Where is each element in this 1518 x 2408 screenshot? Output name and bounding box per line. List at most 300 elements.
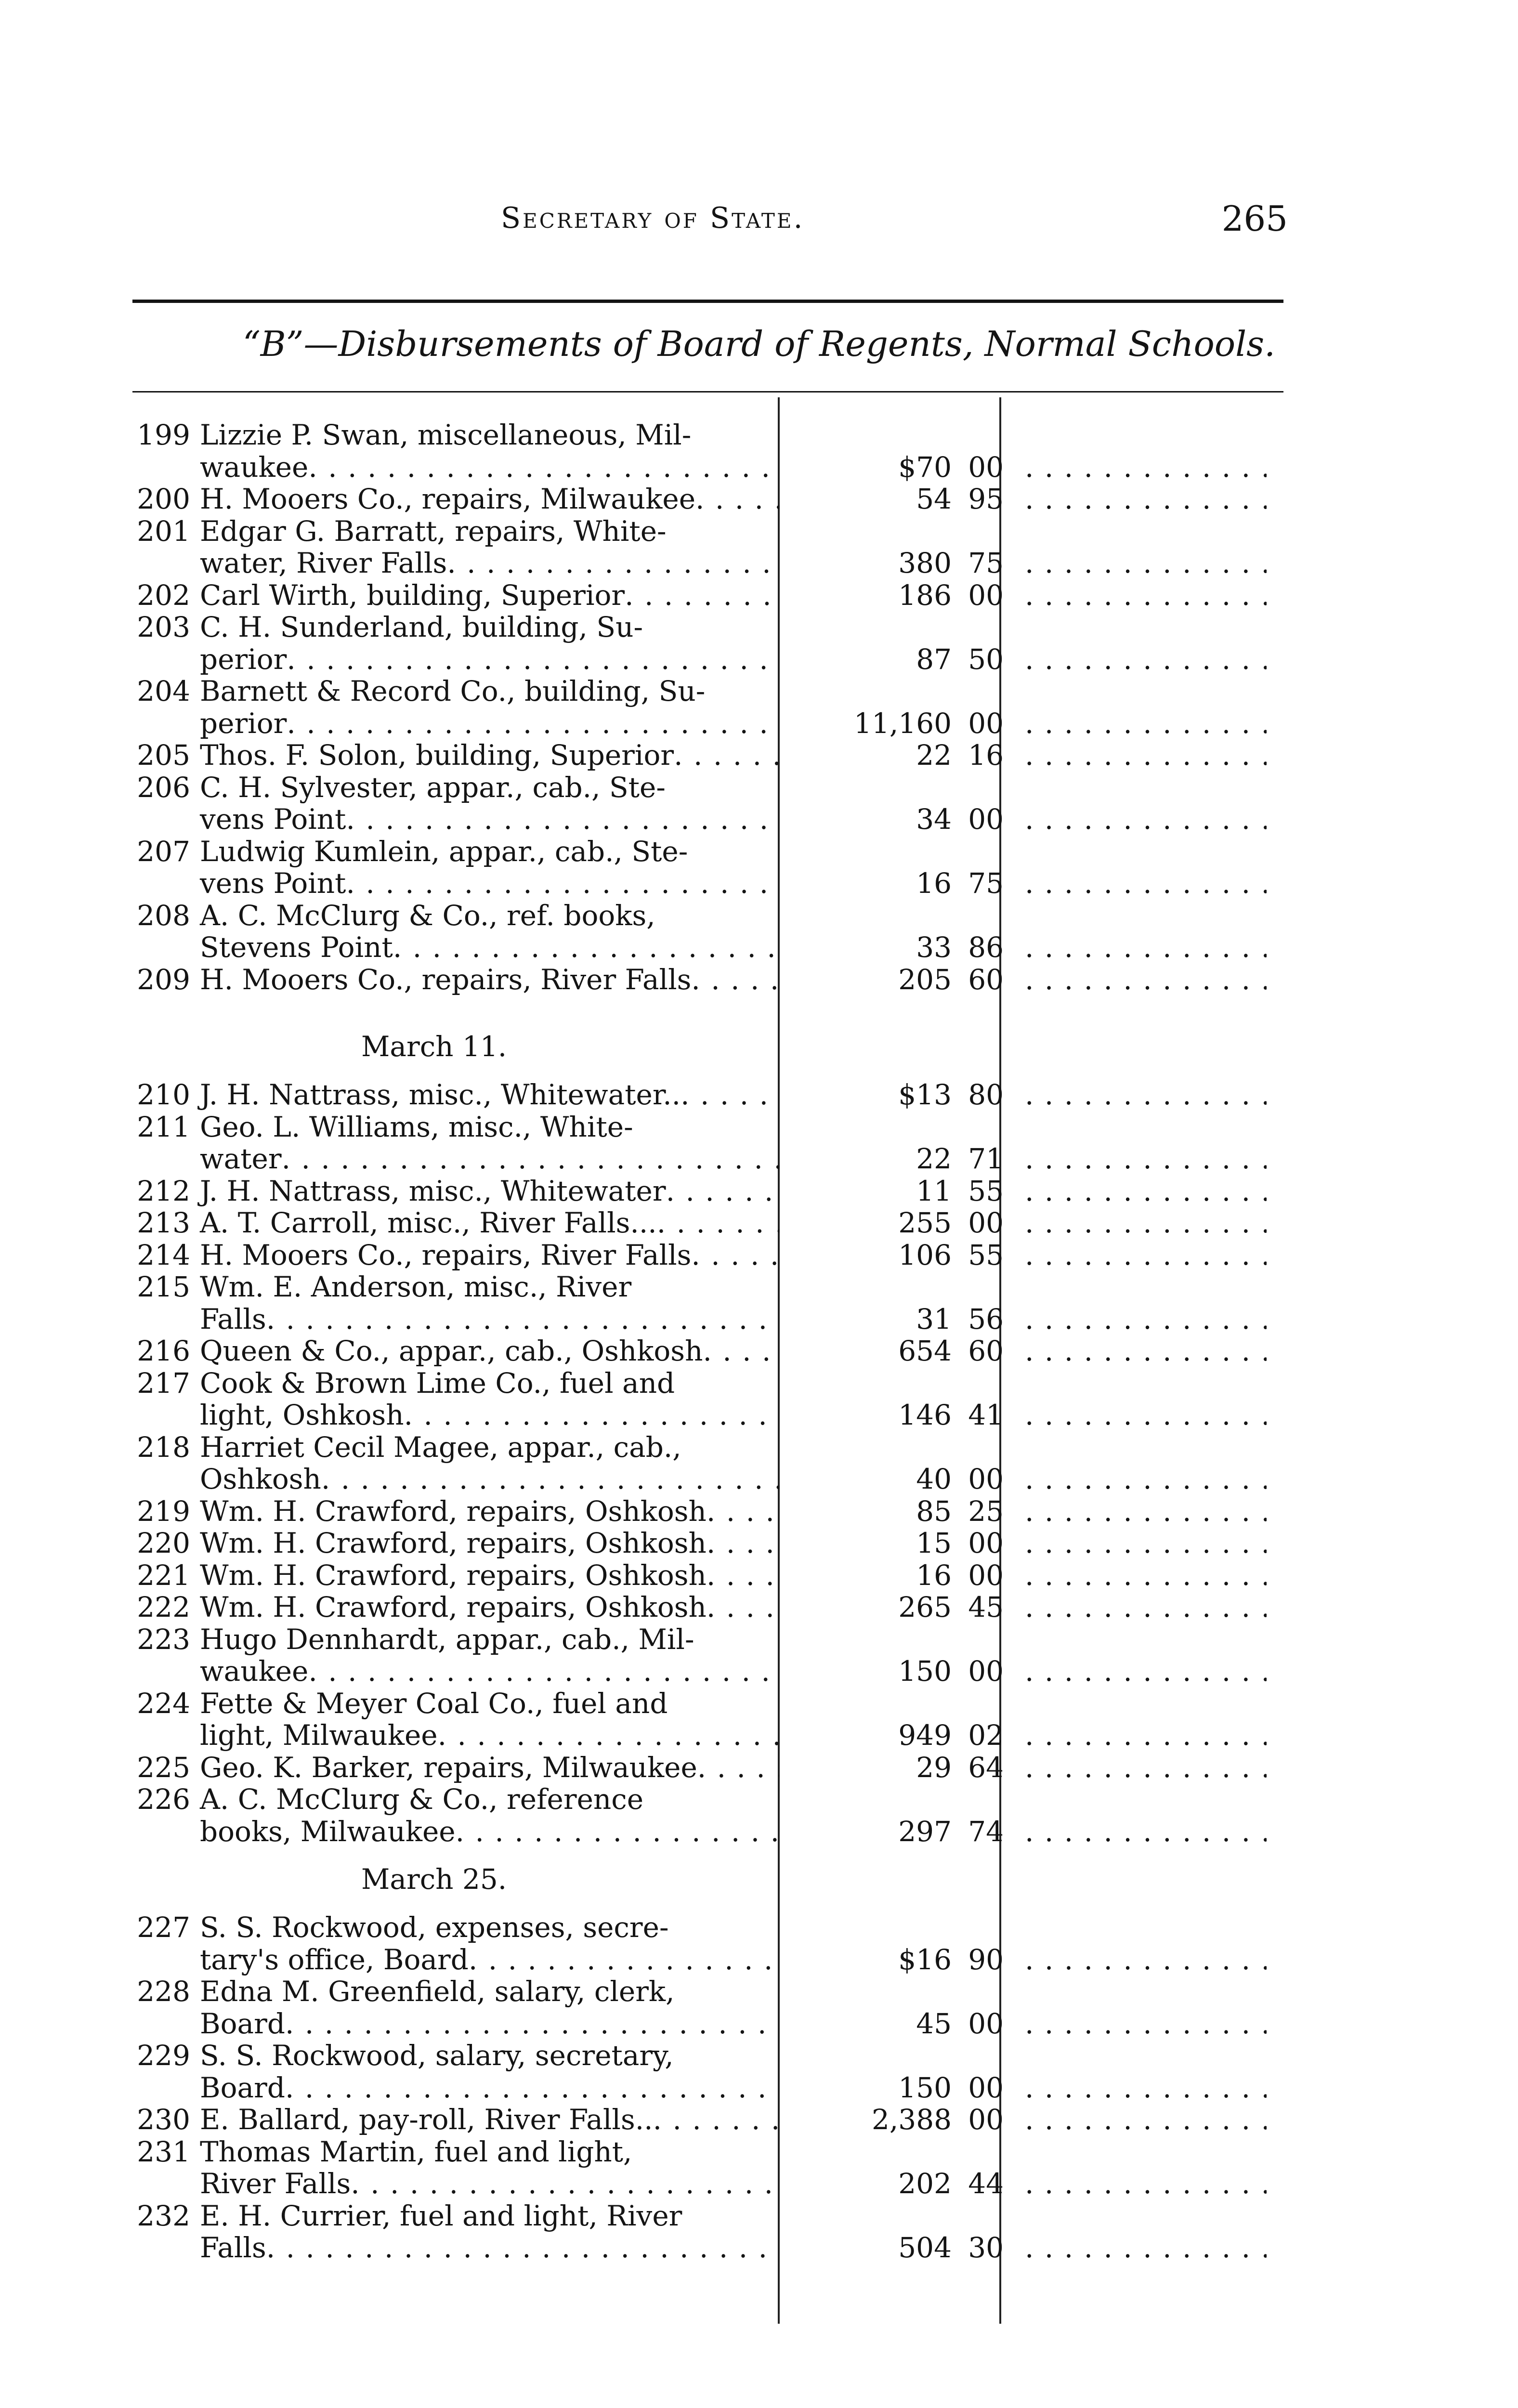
line-indent	[116, 2008, 200, 2040]
amount	[790, 483, 1016, 515]
voucher-number: 216	[137, 1335, 190, 1367]
entry-description	[116, 1079, 790, 1111]
description-text: waukee	[200, 451, 309, 483]
table-row	[116, 483, 1291, 515]
amount	[790, 803, 1016, 836]
entry-description	[116, 1752, 790, 1784]
voucher-number: 230	[137, 2104, 190, 2136]
amount-cents: 64	[968, 1751, 1004, 1784]
amount-cents: 00	[968, 1558, 1004, 1592]
amount	[790, 1752, 1016, 1784]
line-indent	[116, 2168, 200, 2200]
amount-dollars: 22	[916, 1142, 952, 1175]
entry-description	[116, 2104, 790, 2136]
entry-description	[116, 611, 790, 675]
entry-description	[116, 739, 790, 772]
dot-leader	[1025, 2232, 1267, 2264]
amount	[790, 1655, 1016, 1688]
entry-description	[116, 1911, 790, 1976]
amount-cents: 00	[968, 1206, 1004, 1239]
dot-leader	[695, 483, 779, 515]
dot-leader	[1025, 451, 1267, 484]
table-row	[116, 1431, 1291, 1495]
dot-leader	[447, 547, 779, 579]
third-column	[1016, 1591, 1267, 1623]
dot-leader	[1025, 739, 1267, 772]
dot-leader	[1025, 1207, 1267, 1239]
description-text: Wm. H. Crawford, repairs, Oshkosh	[200, 1559, 707, 1591]
dot-leader	[266, 1303, 779, 1335]
entry-description	[116, 1783, 790, 1847]
dot-leader	[1025, 1399, 1267, 1431]
description-line	[116, 579, 779, 612]
description-text: vens Point	[200, 803, 346, 836]
dot-leader	[1025, 1143, 1267, 1175]
line-indent	[116, 1399, 200, 1431]
voucher-number: 202	[137, 579, 190, 611]
dot-leader	[321, 1463, 779, 1495]
entry-description	[116, 1976, 790, 2040]
entry-description	[116, 836, 790, 900]
table-row	[116, 1976, 1291, 2040]
description-line	[116, 1239, 779, 1271]
dot-leader	[707, 1559, 779, 1592]
entry-description	[116, 1111, 790, 1175]
entry-description	[116, 1207, 790, 1239]
dot-leader	[1025, 1527, 1267, 1559]
third-column	[1016, 2072, 1267, 2104]
amount-dollars: 146	[898, 1399, 952, 1431]
description-line	[116, 1783, 779, 1816]
amount	[790, 579, 1016, 612]
description-line	[116, 2136, 779, 2168]
table-row	[116, 1111, 1291, 1175]
dot-leader	[657, 1207, 779, 1239]
entry-description	[116, 1527, 790, 1559]
description-text: Falls	[200, 2232, 266, 2264]
entry-description	[116, 772, 790, 836]
description-text: light, Milwaukee	[200, 1719, 438, 1752]
description-text: A. T. Carroll, misc., River Falls...	[200, 1207, 657, 1239]
amount	[790, 1175, 1016, 1207]
third-column	[1016, 1239, 1267, 1271]
amount-dollars: 265	[898, 1591, 952, 1623]
description-line	[116, 419, 779, 451]
third-column	[1016, 1719, 1267, 1752]
amount-cents: 00	[968, 707, 1004, 740]
description-text: Board	[200, 2071, 285, 2104]
amount-dollars: 202	[898, 2167, 952, 2200]
amount	[790, 2232, 1016, 2264]
table-row	[116, 1335, 1291, 1367]
description-text: Thos. F. Solon, building, Superior	[200, 739, 674, 772]
table-row	[116, 2104, 1291, 2136]
voucher-number: 220	[137, 1527, 190, 1559]
line-indent	[116, 707, 200, 740]
table-row	[116, 611, 1291, 675]
dot-leader	[1025, 707, 1267, 740]
amount	[790, 1463, 1016, 1495]
amount	[790, 547, 1016, 579]
amount-dollars: 504	[898, 2231, 952, 2264]
description-line	[116, 1143, 779, 1175]
amount-cents: 75	[968, 547, 1004, 579]
description-line	[116, 1944, 779, 1976]
table-row	[116, 1367, 1291, 1431]
table-row	[116, 2040, 1291, 2104]
amount-cents: 00	[968, 1527, 1004, 1559]
description-line	[116, 739, 779, 772]
third-column	[1016, 931, 1267, 964]
voucher-number: 217	[137, 1367, 190, 1399]
dot-leader	[1025, 803, 1267, 836]
description-text: tary's office, Board	[200, 1943, 469, 1976]
table-row	[116, 772, 1291, 836]
dot-leader	[282, 1143, 779, 1175]
dot-leader	[285, 2072, 779, 2104]
third-column	[1016, 1463, 1267, 1495]
voucher-number: 210	[137, 1079, 190, 1111]
description-text: vens Point	[200, 867, 346, 900]
amount	[790, 2104, 1016, 2136]
amount-cents: 00	[968, 803, 1004, 836]
amount	[790, 1719, 1016, 1752]
description-text: Geo. K. Barker, repairs, Milwaukee	[200, 1751, 697, 1783]
description-line	[116, 1719, 779, 1752]
dot-leader	[456, 1816, 779, 1848]
dot-leader	[1025, 1495, 1267, 1528]
dot-leader	[1025, 547, 1267, 579]
description-line	[116, 1527, 779, 1559]
entry-description	[116, 483, 790, 515]
amount-cents: 55	[968, 1238, 1004, 1271]
amount	[790, 2008, 1016, 2040]
table-row	[116, 1527, 1291, 1559]
voucher-number: 208	[137, 899, 190, 931]
table-row	[116, 836, 1291, 900]
line-indent	[116, 931, 200, 964]
amount-cents: 56	[968, 1302, 1004, 1335]
dot-leader	[1025, 1752, 1267, 1784]
voucher-number: 203	[137, 611, 190, 643]
amount-dollars: 106	[898, 1238, 952, 1271]
third-column	[1016, 1175, 1267, 1207]
description-line	[116, 964, 779, 996]
voucher-number: 204	[137, 675, 190, 707]
amount-cents: 41	[968, 1399, 1004, 1431]
amount-cents: 00	[968, 2103, 1004, 2136]
dot-leader	[1025, 1816, 1267, 1848]
voucher-number: 205	[137, 739, 190, 772]
dot-leader	[1025, 964, 1267, 996]
description-text: River Falls	[200, 2168, 351, 2200]
description-text: books, Milwaukee	[200, 1815, 456, 1847]
amount-cents: 00	[968, 2071, 1004, 2104]
amount	[790, 1591, 1016, 1623]
amount-cents: 00	[968, 1655, 1004, 1688]
third-column	[1016, 2104, 1267, 2136]
voucher-number: 199	[137, 419, 190, 451]
description-line	[116, 515, 779, 548]
third-column	[1016, 1559, 1267, 1592]
description-text: perior	[200, 643, 287, 675]
dot-leader	[1025, 1335, 1267, 1367]
description-line	[116, 803, 779, 836]
voucher-number: 232	[137, 2199, 190, 2232]
voucher-number: 222	[137, 1591, 190, 1623]
amount-cents: 86	[968, 931, 1004, 964]
dot-leader	[1025, 2072, 1267, 2104]
amount-dollars: 11,160	[854, 707, 952, 740]
voucher-number: 218	[137, 1431, 190, 1463]
description-text: Edgar G. Barratt, repairs, White-	[200, 515, 667, 547]
dot-leader	[285, 2008, 779, 2040]
dot-leader	[707, 1527, 779, 1559]
entry-description	[116, 419, 790, 483]
entry-description	[116, 515, 790, 579]
description-line	[116, 643, 779, 676]
third-column	[1016, 1207, 1267, 1239]
table-row	[116, 675, 1291, 739]
description-line	[116, 1752, 779, 1784]
amount	[790, 1207, 1016, 1239]
amount-dollars: 31	[916, 1302, 952, 1335]
description-line	[116, 900, 779, 932]
description-line	[116, 1175, 779, 1207]
description-text: light, Oshkosh	[200, 1399, 404, 1431]
description-line	[116, 1623, 779, 1656]
description-text: Queen & Co., appar., cab., Oshkosh	[200, 1335, 703, 1367]
amount-dollars: 297	[898, 1815, 952, 1848]
amount-cents: 02	[968, 1719, 1004, 1752]
voucher-number: 215	[137, 1271, 190, 1303]
dot-leader	[351, 2168, 779, 2200]
third-column	[1016, 707, 1267, 740]
amount	[790, 1335, 1016, 1367]
amount-cents: 30	[968, 2231, 1004, 2264]
amount	[790, 1816, 1016, 1848]
dot-leader	[393, 931, 779, 964]
dot-leader	[1025, 579, 1267, 612]
table-row	[116, 964, 1291, 996]
amount-dollars: 16	[916, 867, 952, 900]
voucher-number: 231	[137, 2135, 190, 2168]
line-indent	[116, 547, 200, 579]
description-text: H. Mooers Co., repairs, River Falls	[200, 1239, 692, 1271]
dot-leader	[287, 707, 779, 740]
entry-description	[116, 2136, 790, 2200]
description-text: Wm. H. Crawford, repairs, Oshkosh	[200, 1527, 707, 1559]
dot-leader	[691, 1239, 779, 1271]
dot-leader	[1025, 483, 1267, 515]
amount	[790, 1495, 1016, 1528]
table-row	[116, 579, 1291, 612]
amount	[790, 1303, 1016, 1335]
dot-leader	[1025, 1079, 1267, 1111]
dot-leader	[1025, 2008, 1267, 2040]
description-line	[116, 675, 779, 707]
line-indent	[116, 2072, 200, 2104]
table-row	[116, 900, 1291, 964]
dot-leader	[287, 643, 779, 676]
third-column	[1016, 1816, 1267, 1848]
dot-leader	[680, 1079, 779, 1111]
description-text: Fette & Meyer Coal Co., fuel and	[200, 1687, 668, 1719]
voucher-number: 224	[137, 1687, 190, 1719]
description-line	[116, 2072, 779, 2104]
entry-description	[116, 579, 790, 612]
amount-dollars: 34	[916, 803, 952, 836]
line-indent	[116, 1303, 200, 1335]
voucher-number: 209	[137, 963, 190, 995]
description-line	[116, 2232, 779, 2264]
amount-dollars: 150	[898, 1655, 952, 1688]
disbursements-table	[116, 419, 1291, 2264]
line-indent	[116, 1463, 200, 1495]
description-line	[116, 1911, 779, 1944]
voucher-number: 201	[137, 515, 190, 547]
amount-cents: 00	[968, 2007, 1004, 2040]
voucher-number: 211	[137, 1111, 190, 1143]
dot-leader	[1025, 2168, 1267, 2200]
table-row	[116, 1783, 1291, 1847]
amount	[790, 2168, 1016, 2200]
description-text: water, River Falls	[200, 547, 447, 579]
dot-leader	[404, 1399, 779, 1431]
third-column	[1016, 1495, 1267, 1528]
date-heading: March 11.	[361, 1030, 507, 1063]
amount-dollars: 654	[898, 1335, 952, 1367]
table-row	[116, 1207, 1291, 1239]
description-text: E. H. Currier, fuel and light, River	[200, 2199, 682, 2232]
entry-description	[116, 1335, 790, 1367]
amount	[790, 1239, 1016, 1271]
amount	[790, 1527, 1016, 1559]
third-column	[1016, 1944, 1267, 1976]
description-line	[116, 1303, 779, 1335]
entry-description	[116, 2040, 790, 2104]
amount-dollars: 2,388	[871, 2103, 952, 2136]
table-row	[116, 2136, 1291, 2200]
table-row	[116, 1271, 1291, 1335]
amount	[790, 739, 1016, 772]
amount-dollars: 15	[916, 1527, 952, 1559]
description-line	[116, 1079, 779, 1111]
amount-dollars: 29	[916, 1751, 952, 1784]
amount-cents: 74	[968, 1815, 1004, 1848]
voucher-number: 207	[137, 835, 190, 867]
description-line	[116, 772, 779, 804]
description-line	[116, 2200, 779, 2232]
description-text: Geo. L. Williams, misc., White-	[200, 1111, 633, 1143]
amount	[790, 707, 1016, 740]
table-row	[116, 739, 1291, 772]
description-text: Stevens Point	[200, 931, 393, 964]
third-column	[1016, 1752, 1267, 1784]
dot-leader	[1025, 931, 1267, 964]
amount	[790, 1143, 1016, 1175]
third-column	[1016, 579, 1267, 612]
dot-leader	[438, 1719, 779, 1752]
description-line	[116, 1431, 779, 1464]
dot-leader	[1025, 867, 1267, 900]
dot-leader	[1025, 1239, 1267, 1271]
dot-leader	[1025, 1175, 1267, 1207]
description-line	[116, 1335, 779, 1367]
description-text: Harriet Cecil Magee, appar., cab.,	[200, 1431, 681, 1463]
voucher-number: 228	[137, 1976, 190, 2008]
description-line	[116, 2168, 779, 2200]
line-indent	[116, 803, 200, 836]
third-column	[1016, 1527, 1267, 1559]
description-text: waukee	[200, 1655, 309, 1688]
description-text: H. Mooers Co., repairs, Milwaukee	[200, 483, 696, 515]
description-text: Hugo Dennhardt, appar., cab., Mil-	[200, 1623, 694, 1655]
amount-dollars: 22	[916, 739, 952, 772]
third-column	[1016, 1655, 1267, 1688]
table-row	[116, 1559, 1291, 1592]
third-column	[1016, 867, 1267, 900]
dot-leader	[703, 1335, 779, 1367]
line-indent	[116, 1719, 200, 1752]
description-text: Oshkosh	[200, 1463, 321, 1495]
table-row	[116, 1495, 1291, 1528]
page-number: 265	[1221, 198, 1288, 239]
third-column	[1016, 2008, 1267, 2040]
description-line	[116, 1367, 779, 1400]
dot-leader	[1025, 1463, 1267, 1495]
third-column	[1016, 451, 1267, 484]
voucher-number: 219	[137, 1495, 190, 1527]
amount	[790, 931, 1016, 964]
dot-leader	[691, 964, 779, 996]
table-row	[116, 1688, 1291, 1752]
running-title: Secretary of State.	[501, 201, 805, 235]
top-rule	[132, 300, 1283, 303]
description-text: J. H. Nattrass, misc., Whitewater	[200, 1175, 666, 1207]
amount-cents: 55	[968, 1174, 1004, 1207]
table-row	[116, 2200, 1291, 2264]
amount-cents: 00	[968, 450, 1004, 484]
dot-leader	[308, 1655, 779, 1688]
third-column	[1016, 483, 1267, 515]
amount-dollars: 16	[916, 1558, 952, 1592]
description-text: Ludwig Kumlein, appar., cab., Ste-	[200, 835, 688, 867]
dot-leader	[707, 1591, 779, 1623]
amount-cents: 45	[968, 1591, 1004, 1623]
third-column	[1016, 547, 1267, 579]
description-text: water	[200, 1143, 282, 1175]
third-column	[1016, 1079, 1267, 1111]
line-indent	[116, 867, 200, 900]
description-text: H. Mooers Co., repairs, River Falls	[200, 963, 692, 995]
description-line	[116, 1976, 779, 2008]
description-text: Falls	[200, 1303, 266, 1335]
description-line	[116, 2040, 779, 2072]
third-column	[1016, 1399, 1267, 1431]
amount-dollars: 85	[916, 1494, 952, 1528]
entry-description	[116, 1495, 790, 1528]
third-column	[1016, 2232, 1267, 2264]
dot-leader	[1025, 1719, 1267, 1752]
line-indent	[116, 643, 200, 676]
description-line	[116, 867, 779, 900]
third-column	[1016, 2168, 1267, 2200]
description-line	[116, 836, 779, 868]
entry-description	[116, 1239, 790, 1271]
description-line	[116, 707, 779, 740]
description-text: Lizzie P. Swan, miscellaneous, Mil-	[200, 419, 692, 451]
